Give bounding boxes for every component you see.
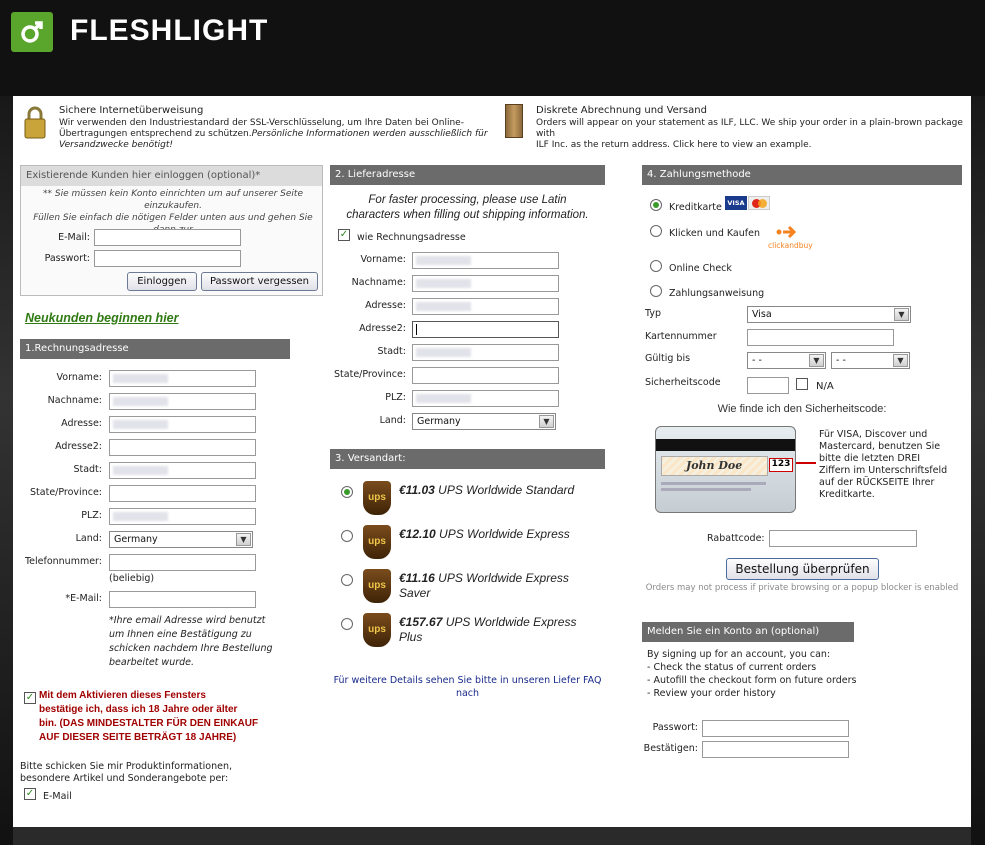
security-title: Sichere Internetüberweisung <box>59 105 204 116</box>
account-header: Melden Sie ein Konto an (optional) <box>642 622 854 642</box>
account-password-label: Passwort: <box>652 722 698 733</box>
shipping-address-header: 2. Lieferadresse <box>330 165 605 185</box>
account-password-field[interactable] <box>702 720 849 737</box>
newsletter-line-1: Bitte schicken Sie mir Produktinformationen, <box>20 761 232 772</box>
payment-clickandbuy-label: Klicken und Kaufen <box>669 228 760 239</box>
card-signature: John Doe <box>686 459 743 472</box>
newsletter-line-2: besondere Artikel und Sonderangebote per: <box>20 773 229 784</box>
code-desc-3: bitte die letzten DREI <box>819 453 921 464</box>
shipping-name-3b: Saver <box>399 586 431 600</box>
ups-logo-icon: ups <box>363 569 391 603</box>
billing-zip-field[interactable] <box>109 508 256 525</box>
ship-city-field[interactable] <box>412 344 559 361</box>
email-note-1: *Ihre email Adresse wird benutzt <box>109 615 266 626</box>
ship-firstname-field[interactable] <box>412 252 559 269</box>
billing-state-label: State/Province: <box>30 487 102 498</box>
email-note-3: schicken nachdem Ihre Bestellung <box>109 643 273 654</box>
discreet-title: Diskrete Abrechnung und Versand <box>536 105 707 116</box>
footer-bar <box>13 827 971 845</box>
billing-address-label: Adresse: <box>61 418 102 429</box>
brand-wordmark[interactable]: FLESHLIGHT <box>70 14 269 47</box>
billing-email-label: *E-Mail: <box>65 593 102 604</box>
shipping-option-radio-4[interactable] <box>341 618 353 630</box>
billing-address2-label: Adresse2: <box>55 441 102 452</box>
billing-firstname-label: Vorname: <box>56 372 102 383</box>
faq-line-2[interactable]: nach <box>455 688 480 699</box>
shipping-price-1: €11.03 <box>399 483 435 497</box>
ups-logo-icon: ups <box>363 481 391 515</box>
security-code-label: Sicherheitscode <box>645 377 721 388</box>
new-customers-link[interactable]: Neukunden beginnen hier <box>25 311 179 325</box>
billing-address2-field[interactable] <box>109 439 256 456</box>
ship-zip-label: PLZ: <box>385 392 406 403</box>
login-note-1: ** Sie müssen kein Konto einrichten um auf unserer Seite einzukaufen. <box>43 189 303 211</box>
card-type-value: Visa <box>752 309 772 320</box>
billing-country-label: Land: <box>75 533 102 544</box>
ship-address2-label: Adresse2: <box>359 323 406 334</box>
age-confirm-checkbox[interactable]: ✓ <box>25 692 35 703</box>
payment-online-check-label: Online Check <box>669 263 732 274</box>
login-password-field[interactable] <box>94 250 241 267</box>
security-code-na-checkbox[interactable] <box>796 378 808 390</box>
billing-country-select[interactable] <box>109 531 253 548</box>
package-icon <box>505 104 523 138</box>
discreet-text[interactable] <box>536 118 966 151</box>
billing-phone-field[interactable] <box>109 554 256 571</box>
security-line-2: Übertragungen entsprechend zu schützen. <box>59 129 252 139</box>
billing-lastname-label: Nachname: <box>47 395 102 406</box>
login-password-label: Passwort: <box>44 253 90 264</box>
payment-credit-card-radio[interactable] <box>650 199 662 211</box>
ship-lastname-label: Nachname: <box>351 277 406 288</box>
brand-logo-icon[interactable] <box>11 12 53 52</box>
valid-year-value: - - <box>836 355 846 366</box>
security-line-1: Wir verwenden den Industriestandard der SSL-Verschlüsselung, um Ihre Daten bei Online- <box>59 118 464 128</box>
billing-zip-label: PLZ: <box>81 510 102 521</box>
login-note-2: Füllen Sie einfach die nötigen Felder unten aus und gehen Sie <box>33 213 313 223</box>
security-code-field[interactable] <box>747 377 789 394</box>
security-italic-2: Versandzwecke benötigt! <box>59 140 174 150</box>
checkout-page <box>13 96 971 827</box>
age-confirm-text <box>39 689 258 745</box>
age-line-2: bestätige ich, dass ich 18 Jahre oder älter <box>39 704 238 715</box>
shipping-option-1[interactable] <box>399 483 574 498</box>
age-line-4: AUF DIESER SEITE BETRÄGT 18 JAHRE) <box>39 732 237 743</box>
where-code-title: Wie finde ich den Sicherheitscode: <box>717 403 887 415</box>
card-type-label: Typ <box>645 308 661 319</box>
clickandbuy-logo: clickandbuy <box>768 241 813 250</box>
account-confirm-label: Bestätigen: <box>643 743 698 754</box>
shipping-option-radio-2[interactable] <box>341 530 353 542</box>
ship-address2-field[interactable] <box>412 321 559 338</box>
ups-logo-icon: ups <box>363 613 391 647</box>
chevron-down-icon[interactable]: ▼ <box>809 354 824 367</box>
billing-phone-note: (beliebig) <box>109 573 155 584</box>
valid-until-label: Gültig bis <box>645 353 691 364</box>
visa-icon: VISA <box>725 196 747 210</box>
code-desc-2: Mastercard, benutzen Sie <box>819 441 941 452</box>
account-benefit-2: - Autofill the checkout form on future orders <box>647 675 857 686</box>
account-intro: By signing up for an account, you can: <box>647 649 831 660</box>
billing-email-note <box>109 614 273 670</box>
discreet-line-1: Orders will appear on your statement as ILF, LLC. We ship your order in a plain-brown package with <box>536 118 963 139</box>
same-as-billing-checkbox[interactable]: ✓ <box>339 229 349 240</box>
security-text <box>59 118 499 151</box>
age-line-1: Mit dem Aktivieren dieses Fensters <box>39 690 206 701</box>
payment-money-order-radio[interactable] <box>650 285 662 297</box>
code-desc-6: Kreditkarte. <box>819 489 875 500</box>
ups-logo-icon: ups <box>363 525 391 559</box>
ship-lastname-field[interactable] <box>412 275 559 292</box>
shipping-option-radio-3[interactable] <box>341 574 353 586</box>
payment-header: 4. Zahlungsmethode <box>642 165 962 185</box>
shipping-name-2: UPS Worldwide Express <box>439 527 570 541</box>
same-as-billing-label: wie Rechnungsadresse <box>357 232 466 243</box>
email-note-2: um Ihnen eine Bestätigung zu <box>109 629 252 640</box>
ship-address-label: Adresse: <box>365 300 406 311</box>
ship-firstname-label: Vorname: <box>360 254 406 265</box>
clickandbuy-arrow-icon <box>776 224 798 240</box>
right-border <box>971 96 985 845</box>
security-italic-1: Persönliche Informationen werden ausschließlich für <box>251 129 488 139</box>
code-desc-4: Ziffern im Unterschriftsfeld <box>819 465 948 476</box>
left-border <box>0 96 13 845</box>
code-description <box>819 429 947 501</box>
latin-note-2: characters when filling out shipping information. <box>346 209 589 221</box>
chevron-down-icon[interactable]: ▼ <box>893 354 908 367</box>
shipping-option-radio-1[interactable] <box>341 486 353 498</box>
discreet-line-2[interactable]: ILF Inc. as the return address. Click here to view an example. <box>536 140 812 150</box>
card-back-image <box>655 426 796 513</box>
shipping-faq-link[interactable] <box>330 674 605 700</box>
age-line-3: bin. (DAS MINDESTALTER FÜR DEN EINKAUF <box>39 718 259 729</box>
coupon-field[interactable] <box>769 530 917 547</box>
padlock-icon <box>24 105 46 139</box>
ship-address-field[interactable] <box>412 298 559 315</box>
newsletter-email-label: E-Mail <box>43 791 72 802</box>
card-type-select[interactable] <box>747 306 911 323</box>
billing-header: 1.Rechnungsadresse <box>20 339 290 359</box>
security-code-na-label: N/A <box>816 381 834 392</box>
email-note-4: bearbeitet wurde. <box>109 657 195 668</box>
account-confirm-field[interactable] <box>702 741 849 758</box>
billing-address-field[interactable] <box>109 416 256 433</box>
review-order-button[interactable]: Bestellung überprüfen <box>726 558 879 580</box>
shipping-option-2[interactable] <box>399 527 570 542</box>
newsletter-email-checkbox[interactable]: ✓ <box>25 788 35 799</box>
billing-phone-label: Telefonnummer: <box>24 556 102 567</box>
account-benefit-3: - Review your order history <box>647 688 776 699</box>
shipping-price-4: €157.67 <box>399 615 443 629</box>
ship-country-select[interactable] <box>412 413 556 430</box>
ship-country-label: Land: <box>379 415 406 426</box>
billing-city-label: Stadt: <box>73 464 102 475</box>
billing-firstname-field[interactable] <box>109 370 256 387</box>
ship-country-value: Germany <box>417 416 461 427</box>
ship-city-label: Stadt: <box>377 346 406 357</box>
shipping-option-4[interactable] <box>399 615 576 645</box>
shipping-name-1: UPS Worldwide Standard <box>438 483 575 497</box>
shipping-price-3: €11.16 <box>399 571 435 585</box>
payment-money-order-label: Zahlungsanweisung <box>669 288 765 299</box>
popup-warning: Orders may not process if private browsing or a popup blocker is enabled <box>645 583 959 593</box>
coupon-label: Rabattcode: <box>707 533 765 544</box>
valid-month-value: - - <box>752 355 762 366</box>
payment-clickandbuy-radio[interactable] <box>650 225 662 237</box>
chevron-down-icon[interactable]: ▼ <box>894 308 909 321</box>
payment-credit-card-label: Kreditkarte <box>669 202 722 213</box>
code-desc-5: auf der RÜCKSEITE Ihrer <box>819 477 935 488</box>
shipping-method-header: 3. Versandart: <box>330 449 605 469</box>
billing-email-field[interactable] <box>109 591 256 608</box>
forgot-password-button[interactable]: Passwort vergessen <box>201 272 318 291</box>
billing-city-field[interactable] <box>109 462 256 479</box>
valid-month-select[interactable] <box>747 352 826 369</box>
valid-year-select[interactable] <box>831 352 910 369</box>
chevron-down-icon[interactable]: ▼ <box>236 533 251 546</box>
newsletter-text <box>20 761 232 785</box>
shipping-name-4b: Plus <box>399 630 423 644</box>
login-email-field[interactable] <box>94 229 241 246</box>
latin-note <box>330 193 605 223</box>
billing-state-field[interactable] <box>109 485 256 502</box>
shipping-price-2: €12.10 <box>399 527 436 541</box>
account-benefit-1: - Check the status of current orders <box>647 662 817 673</box>
mastercard-icon <box>748 196 770 210</box>
billing-lastname-field[interactable] <box>109 393 256 410</box>
card-code: 123 <box>769 458 793 472</box>
login-button[interactable]: Einloggen <box>127 272 197 291</box>
shipping-name-3: UPS Worldwide Express <box>438 571 569 585</box>
shipping-option-3[interactable] <box>399 571 569 601</box>
card-number-field[interactable] <box>747 329 894 346</box>
payment-online-check-radio[interactable] <box>650 260 662 272</box>
latin-note-1: For faster processing, please use Latin <box>368 194 567 206</box>
card-number-label: Kartennummer <box>645 331 717 342</box>
shipping-name-4: UPS Worldwide Express <box>445 615 577 629</box>
ship-zip-field[interactable] <box>412 390 559 407</box>
code-desc-1: Für VISA, Discover und <box>819 429 928 440</box>
ship-state-label: State/Province: <box>334 369 406 380</box>
chevron-down-icon[interactable]: ▼ <box>539 415 554 428</box>
login-email-label: E-Mail: <box>58 232 90 243</box>
billing-country-value: Germany <box>114 534 158 545</box>
account-benefits <box>647 648 856 700</box>
ship-state-field[interactable] <box>412 367 559 384</box>
login-header: Existierende Kunden hier einloggen (optional)* <box>21 166 322 186</box>
arrow-connector <box>796 462 816 464</box>
faq-line-1[interactable]: Für weitere Details sehen Sie bitte in unseren Liefer FAQ <box>333 675 602 686</box>
